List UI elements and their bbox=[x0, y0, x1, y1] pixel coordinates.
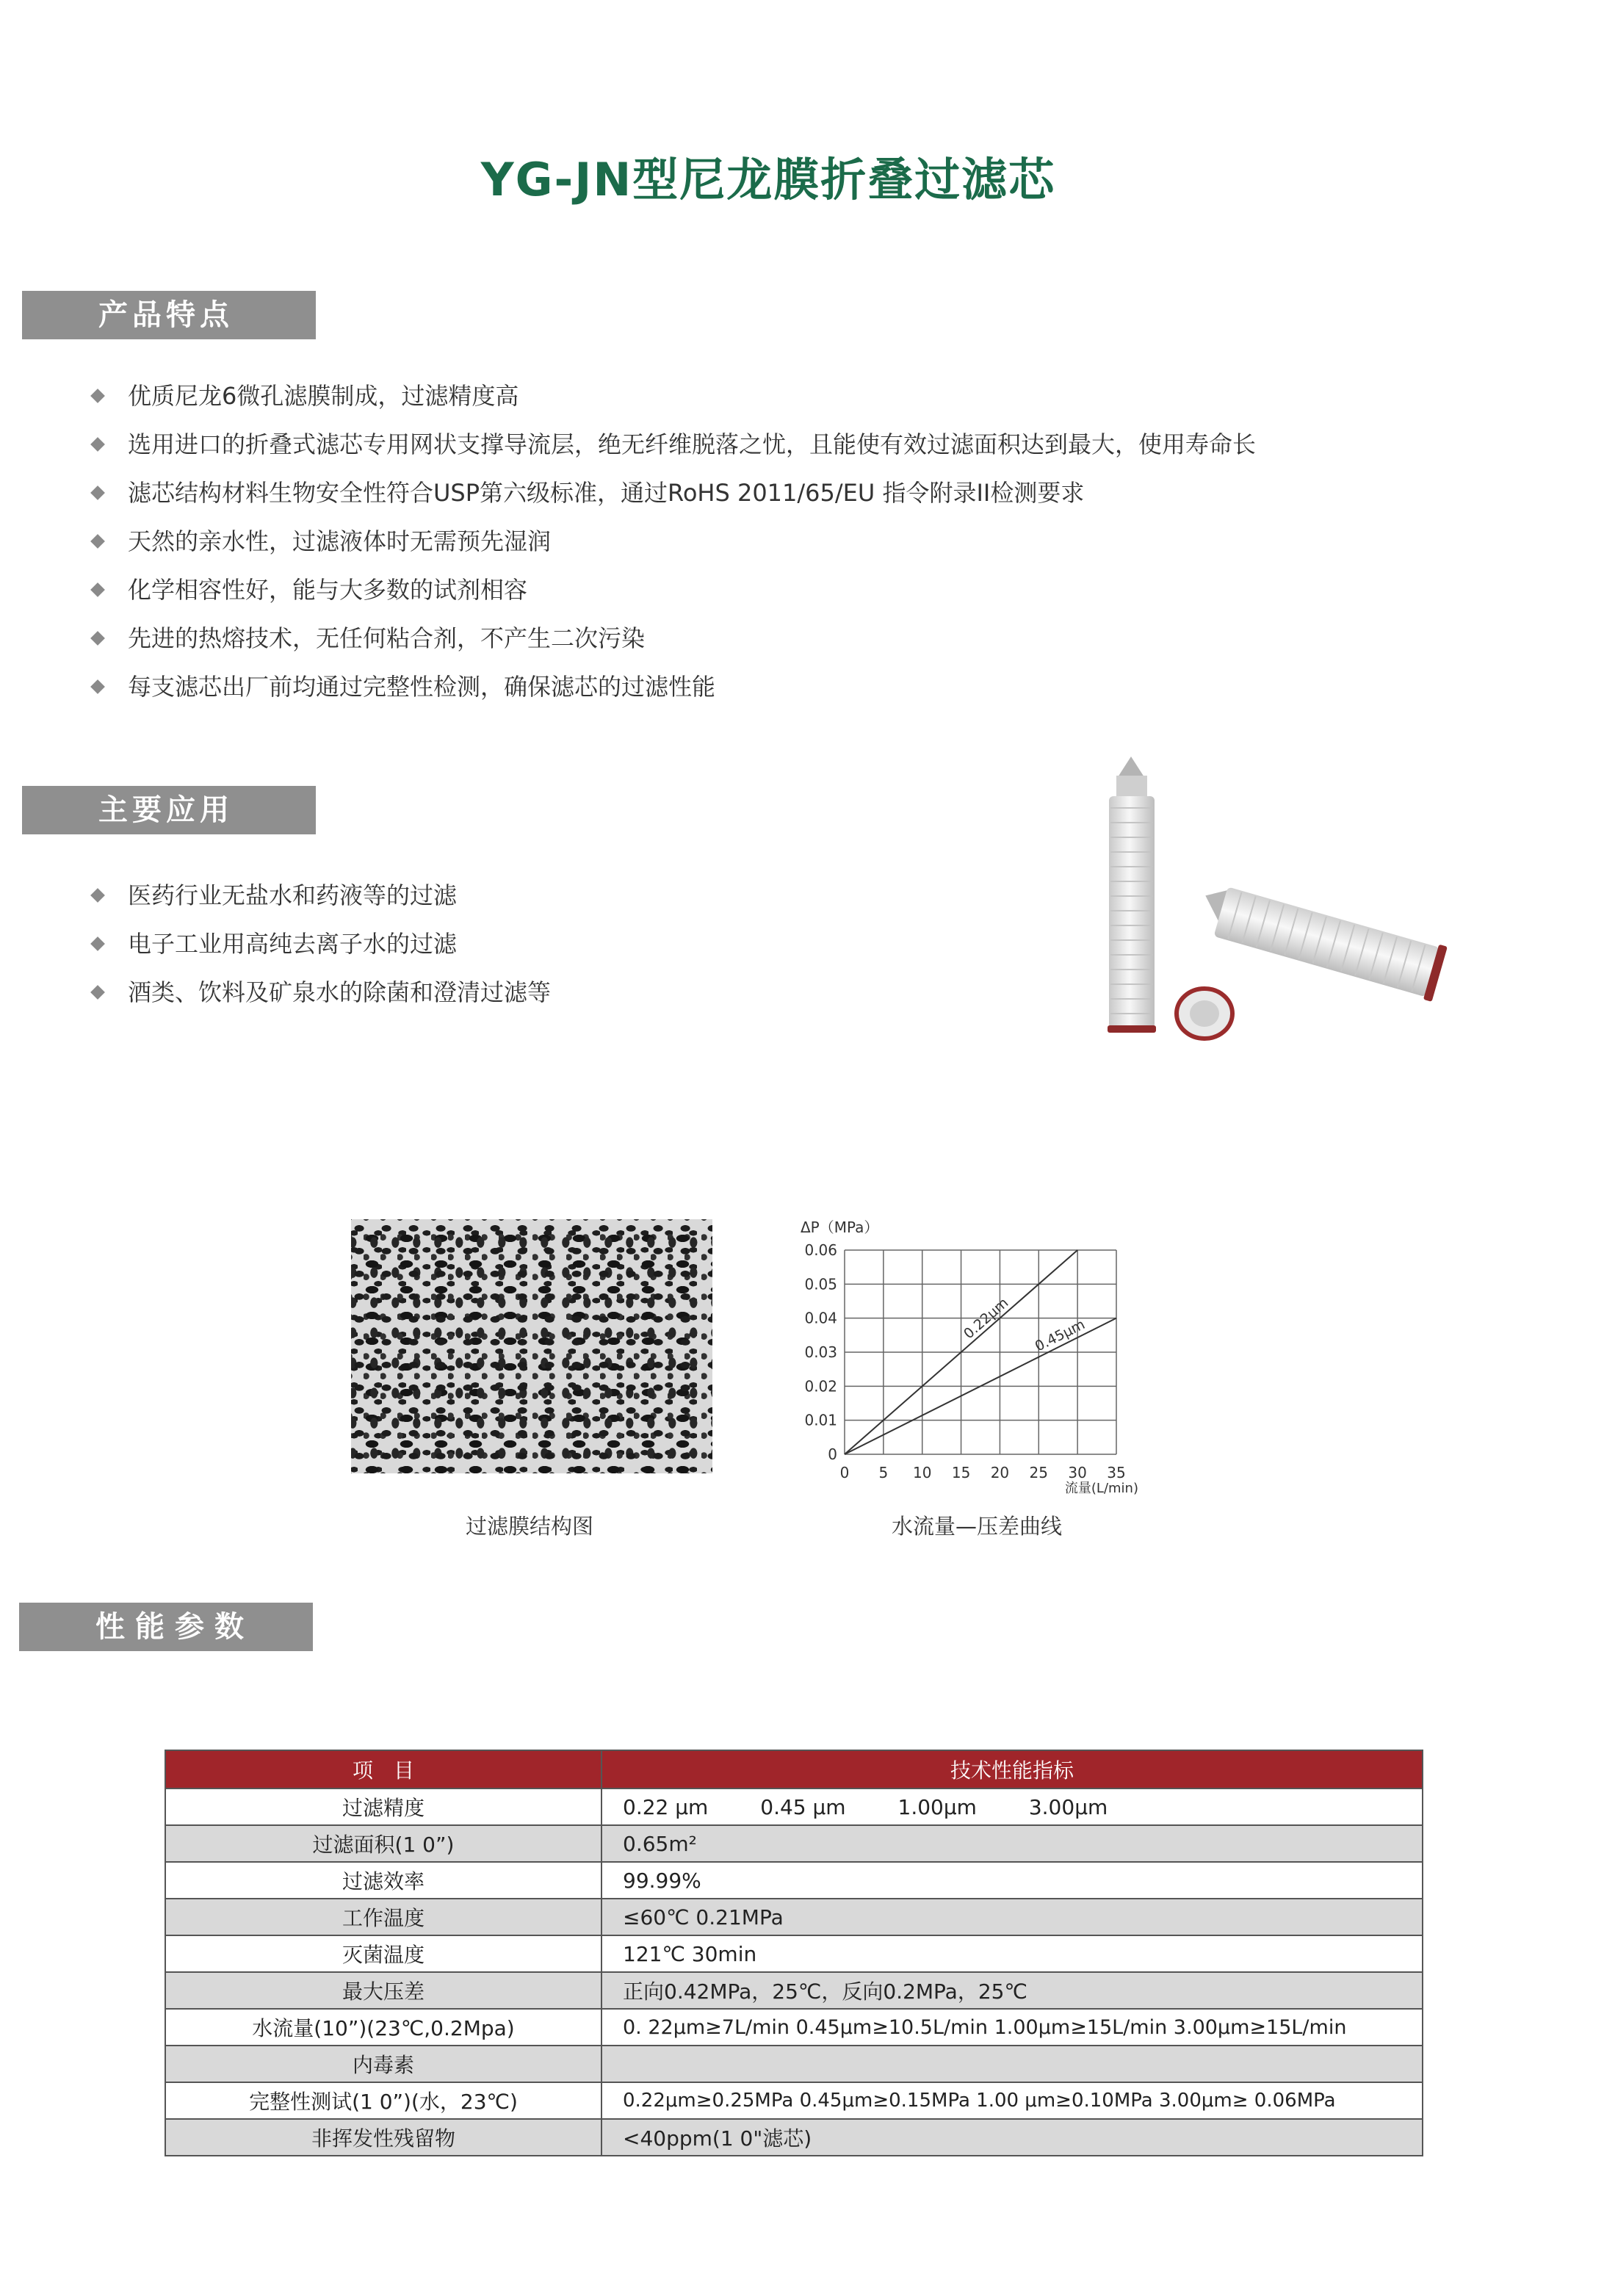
list-item: 天然的亲水性，过滤液体时无需预先湿润 bbox=[88, 517, 1256, 566]
row-value: 0.65m² bbox=[602, 1825, 1423, 1862]
section-heading-features: 产品特点 bbox=[22, 291, 316, 339]
table-row bbox=[165, 1788, 1423, 1825]
table-row bbox=[165, 2009, 1423, 2046]
diamond-bullet-icon bbox=[90, 985, 105, 1000]
diamond-bullet-icon bbox=[90, 485, 105, 500]
membrane-caption: 过滤膜结构图 bbox=[466, 1514, 594, 1539]
list-item: 电子工业用高纯去离子水的过滤 bbox=[88, 920, 551, 968]
row-value: 121℃ 30min bbox=[602, 1935, 1423, 1972]
diamond-bullet-icon bbox=[90, 582, 105, 597]
row-label: 水流量(10”)(23℃,0.2Mpa) bbox=[165, 2009, 602, 2046]
table-row bbox=[165, 2046, 1423, 2082]
chart-y-tick: 0 bbox=[828, 1445, 837, 1463]
list-item: 医药行业无盐水和药液等的过滤 bbox=[88, 871, 551, 920]
chart-y-tick: 0.02 bbox=[804, 1377, 837, 1396]
row-label: 完整性测试(1 0”)(水，23℃) bbox=[165, 2082, 602, 2119]
chart-x-tick: 10 bbox=[912, 1464, 932, 1481]
chart-x-tick: 20 bbox=[990, 1464, 1010, 1481]
chart-y-label: ΔP（MPa） bbox=[801, 1219, 879, 1236]
table-row bbox=[165, 1935, 1423, 1972]
row-label: 灭菌温度 bbox=[165, 1935, 602, 1972]
performance-table bbox=[165, 1750, 1423, 2156]
table-row bbox=[165, 1825, 1423, 1862]
row-value bbox=[602, 2046, 1423, 2082]
feature-list bbox=[88, 372, 1256, 711]
flow-pressure-chart bbox=[793, 1212, 1160, 1506]
row-value: 0.22μm≥0.25MPa 0.45μm≥0.15MPa 1.00 μm≥0.10MPa 3.00μm≥ 0.06MPa bbox=[602, 2082, 1423, 2119]
table-row bbox=[165, 2119, 1423, 2156]
row-label: 过滤效率 bbox=[165, 1862, 602, 1899]
chart-y-tick: 0.03 bbox=[804, 1343, 837, 1361]
diamond-bullet-icon bbox=[90, 389, 105, 403]
chart-caption: 水流量—压差曲线 bbox=[892, 1514, 1063, 1539]
table-header-row bbox=[165, 1750, 1423, 1788]
row-label: 工作温度 bbox=[165, 1899, 602, 1935]
application-list bbox=[88, 871, 551, 1017]
diamond-bullet-icon bbox=[90, 631, 105, 646]
chart-x-label: 流量(L/min) bbox=[1064, 1481, 1138, 1496]
diamond-bullet-icon bbox=[90, 888, 105, 903]
product-photo bbox=[1087, 757, 1484, 1043]
row-value: ≤60℃ 0.21MPa bbox=[602, 1899, 1423, 1935]
row-value: 0.22 μm 0.45 μm 1.00μm 3.00μm bbox=[602, 1788, 1423, 1825]
list-item: 化学相容性好，能与大多数的试剂相容 bbox=[88, 566, 1256, 614]
table-row bbox=[165, 1972, 1423, 2009]
section-heading-performance: 性能参数 bbox=[19, 1603, 313, 1651]
header-spec: 技术性能指标 bbox=[602, 1750, 1423, 1788]
row-label: 过滤精度 bbox=[165, 1788, 602, 1825]
header-item: 项 目 bbox=[165, 1750, 602, 1788]
table-row bbox=[165, 1899, 1423, 1935]
list-item: 酒类、饮料及矿泉水的除菌和澄清过滤等 bbox=[88, 968, 551, 1017]
row-value: <40ppm(1 0"滤芯) bbox=[602, 2119, 1423, 2156]
row-label: 最大压差 bbox=[165, 1972, 602, 2009]
chart-x-tick: 0 bbox=[839, 1464, 850, 1481]
chart-x-tick: 5 bbox=[878, 1464, 889, 1481]
list-item: 选用进口的折叠式滤芯专用网状支撑导流层，绝无纤维脱落之忧，且能使有效过滤面积达到最大，使用寿命长 bbox=[88, 420, 1256, 469]
chart-y-tick: 0.05 bbox=[804, 1275, 837, 1293]
row-value: 0. 22μm≥7L/min 0.45μm≥10.5L/min 1.00μm≥15L/min 3.00μm≥15L/min bbox=[602, 2009, 1423, 2046]
membrane-micrograph bbox=[351, 1219, 712, 1473]
chart-x-tick: 35 bbox=[1107, 1464, 1126, 1481]
chart-y-tick: 0.04 bbox=[804, 1309, 837, 1327]
list-item: 每支滤芯出厂前均通过完整性检测，确保滤芯的过滤性能 bbox=[88, 663, 1256, 711]
diamond-bullet-icon bbox=[90, 936, 105, 951]
chart-y-tick: 0.06 bbox=[804, 1241, 837, 1259]
diamond-bullet-icon bbox=[90, 679, 105, 694]
chart-series-label: 0.45μm bbox=[1032, 1316, 1088, 1355]
row-label: 非挥发性残留物 bbox=[165, 2119, 602, 2156]
row-label: 过滤面积(1 0”) bbox=[165, 1825, 602, 1862]
list-item: 优质尼龙6微孔滤膜制成，过滤精度高 bbox=[88, 372, 1256, 420]
row-value: 正向0.42MPa，25℃，反向0.2MPa，25℃ bbox=[602, 1972, 1423, 2009]
table-row bbox=[165, 1862, 1423, 1899]
row-label: 内毒素 bbox=[165, 2046, 602, 2082]
chart-x-tick: 30 bbox=[1068, 1464, 1087, 1481]
chart-series-label: 0.22μm bbox=[961, 1294, 1012, 1343]
list-item: 滤芯结构材料生物安全性符合USP第六级标准，通过RoHS 2011/65/EU 指令附录II检测要求 bbox=[88, 469, 1256, 517]
section-heading-applications: 主要应用 bbox=[22, 786, 316, 834]
list-item: 先进的热熔技术，无任何粘合剂，不产生二次污染 bbox=[88, 614, 1256, 663]
diamond-bullet-icon bbox=[90, 534, 105, 549]
chart-x-tick: 15 bbox=[951, 1464, 971, 1481]
diamond-bullet-icon bbox=[90, 437, 105, 452]
table-row bbox=[165, 2082, 1423, 2119]
row-value: 99.99% bbox=[602, 1862, 1423, 1899]
chart-y-tick: 0.01 bbox=[804, 1411, 837, 1429]
page-title: YG-JN型尼龙膜折叠过滤芯 bbox=[480, 153, 1056, 206]
chart-x-tick: 25 bbox=[1029, 1464, 1049, 1481]
